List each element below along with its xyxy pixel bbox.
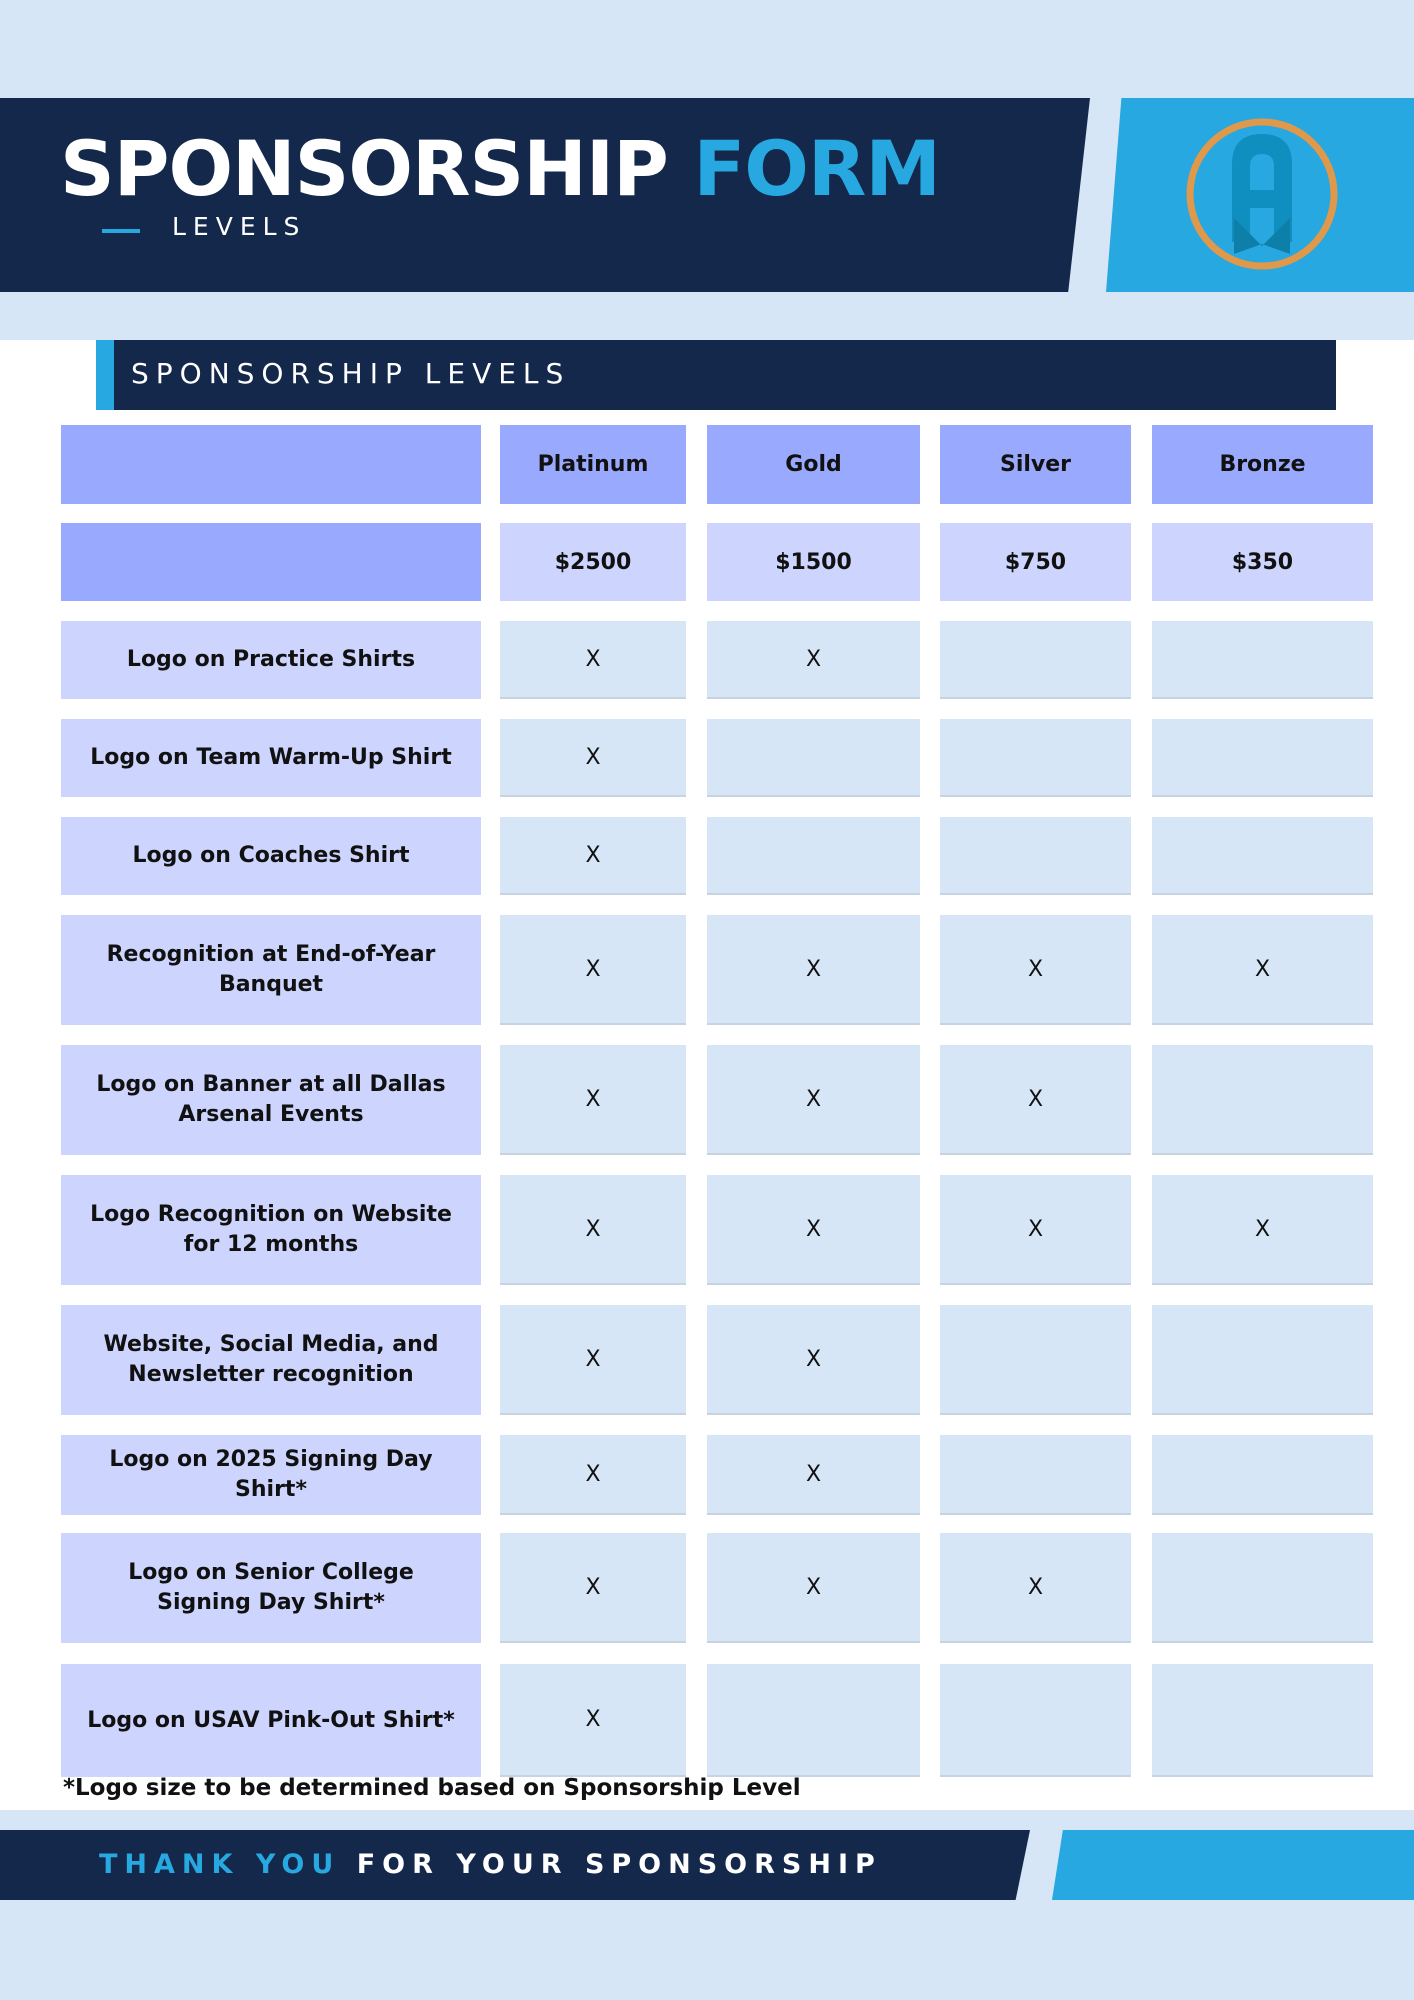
- level-header-cell: Silver: [940, 425, 1131, 504]
- benefit-mark-cell: [1152, 719, 1373, 797]
- benefit-mark-cell: X: [500, 719, 686, 797]
- benefit-mark-cell: X: [500, 621, 686, 699]
- level-header-cell: Bronze: [1152, 425, 1373, 504]
- price-cell: $350: [1152, 523, 1373, 601]
- benefit-mark-cell: [1152, 817, 1373, 895]
- footer-message: [99, 1845, 882, 1885]
- level-header-cell: Gold: [707, 425, 920, 504]
- benefit-mark-cell: X: [707, 1533, 920, 1643]
- team-logo-icon: [1182, 114, 1342, 274]
- benefit-mark-cell: X: [940, 915, 1131, 1025]
- benefit-mark-cell: X: [940, 1175, 1131, 1285]
- benefit-mark-cell: X: [500, 1045, 686, 1155]
- section-title: SPONSORSHIP LEVELS: [131, 357, 571, 390]
- footer-thank-you: THANK YOU: [99, 1849, 341, 1880]
- benefit-label-cell: Logo on Team Warm-Up Shirt: [61, 719, 481, 797]
- benefit-mark-cell: X: [940, 1045, 1131, 1155]
- benefit-mark-cell: X: [500, 1305, 686, 1415]
- benefit-mark-cell: X: [1152, 1175, 1373, 1285]
- benefit-mark-cell: [1152, 1533, 1373, 1643]
- price-cell: $1500: [707, 523, 920, 601]
- title-main: SPONSORSHIP: [60, 124, 668, 213]
- benefit-mark-cell: [940, 719, 1131, 797]
- benefit-mark-cell: X: [500, 1435, 686, 1515]
- benefit-mark-cell: X: [707, 1175, 920, 1285]
- benefit-mark-cell: X: [500, 1664, 686, 1777]
- benefit-mark-cell: [940, 621, 1131, 699]
- benefit-mark-cell: [1152, 1435, 1373, 1515]
- benefit-mark-cell: [940, 1435, 1131, 1515]
- benefit-mark-cell: X: [707, 621, 920, 699]
- benefit-mark-cell: [1152, 1305, 1373, 1415]
- page-subtitle: LEVELS: [172, 212, 307, 241]
- footer-accent-panel: [1052, 1830, 1414, 1900]
- title-accent: FORM: [693, 124, 940, 213]
- level-header-cell: Platinum: [500, 425, 686, 504]
- benefit-label-cell: Logo on USAV Pink-Out Shirt*: [61, 1664, 481, 1777]
- benefit-mark-cell: X: [707, 1045, 920, 1155]
- benefit-mark-cell: [707, 1664, 920, 1777]
- benefit-label-cell: Recognition at End-of-Year Banquet: [61, 915, 481, 1025]
- benefit-mark-cell: [940, 1664, 1131, 1777]
- footnote: *Logo size to be determined based on Sponsorship Level: [63, 1775, 801, 1801]
- table-corner-cell: [61, 425, 481, 504]
- benefit-label-cell: Logo on 2025 Signing Day Shirt*: [61, 1435, 481, 1515]
- benefit-label-cell: Logo on Banner at all Dallas Arsenal Events: [61, 1045, 481, 1155]
- price-cell: $750: [940, 523, 1131, 601]
- subtitle-dash: [102, 229, 140, 233]
- benefit-mark-cell: X: [500, 1175, 686, 1285]
- benefit-label-cell: Logo on Practice Shirts: [61, 621, 481, 699]
- benefit-mark-cell: X: [707, 1435, 920, 1515]
- benefit-mark-cell: X: [707, 915, 920, 1025]
- benefit-mark-cell: [707, 719, 920, 797]
- benefit-label-cell: Logo on Coaches Shirt: [61, 817, 481, 895]
- price-row-label-cell: [61, 523, 481, 601]
- benefit-mark-cell: [940, 1305, 1131, 1415]
- benefit-mark-cell: [707, 817, 920, 895]
- benefit-mark-cell: X: [1152, 915, 1373, 1025]
- benefit-mark-cell: [1152, 1045, 1373, 1155]
- page-title: [60, 122, 940, 216]
- price-cell: $2500: [500, 523, 686, 601]
- benefit-mark-cell: X: [500, 915, 686, 1025]
- benefit-mark-cell: X: [940, 1533, 1131, 1643]
- benefit-label-cell: Website, Social Media, and Newsletter recognition: [61, 1305, 481, 1415]
- benefit-label-cell: Logo Recognition on Website for 12 months: [61, 1175, 481, 1285]
- benefit-mark-cell: X: [707, 1305, 920, 1415]
- benefit-label-cell: Logo on Senior College Signing Day Shirt*: [61, 1533, 481, 1643]
- benefit-mark-cell: [1152, 1664, 1373, 1777]
- benefit-mark-cell: [940, 817, 1131, 895]
- benefit-mark-cell: X: [500, 817, 686, 895]
- footer-sponsorship-text: FOR YOUR SPONSORSHIP: [356, 1849, 882, 1880]
- benefit-mark-cell: [1152, 621, 1373, 699]
- benefit-mark-cell: X: [500, 1533, 686, 1643]
